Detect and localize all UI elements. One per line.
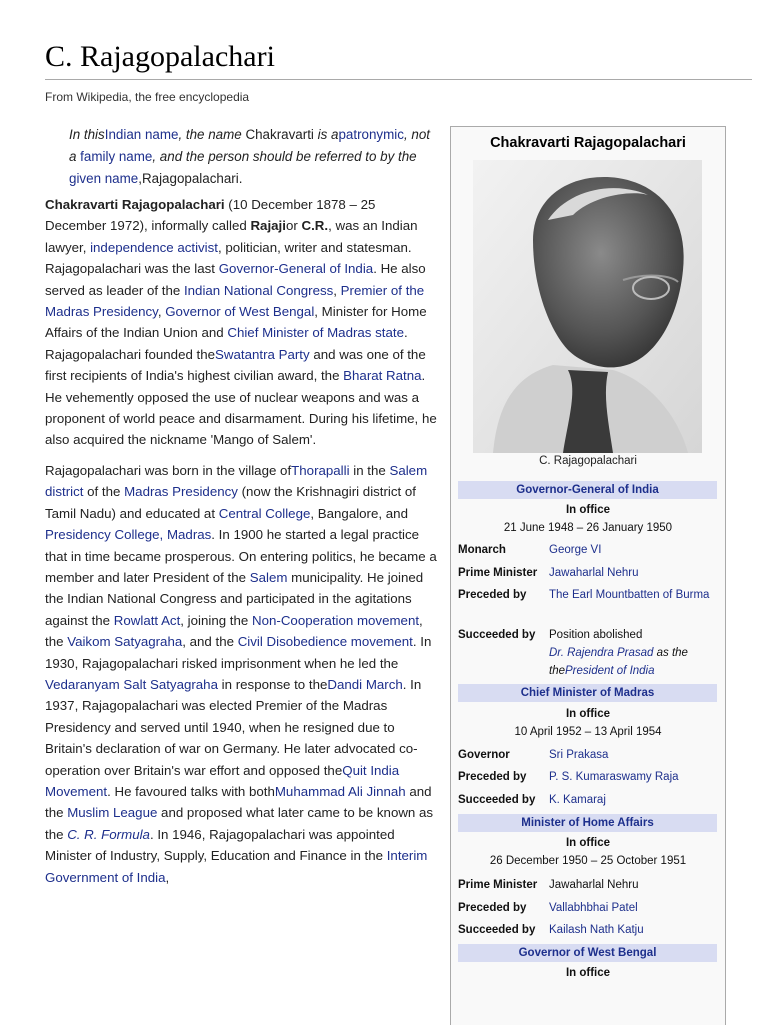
- office-dates: 26 December 1950 – 25 October 1951: [489, 855, 687, 867]
- portrait-photo: [473, 160, 702, 453]
- row-value: Jawaharlal Nehru: [549, 879, 639, 891]
- in-office-label: In office: [565, 504, 611, 516]
- text: , the: [45, 612, 423, 650]
- text: of the: [83, 484, 125, 500]
- text: (10 December 1878 – 25 December 1972), informally called: [45, 197, 376, 234]
- link-family-name[interactable]: family name: [80, 149, 153, 164]
- subject-name: Chakravarti Rajagopalachari: [45, 197, 225, 212]
- text: ,: [333, 282, 341, 298]
- link-madras-presidency[interactable]: Madras Presidency: [124, 484, 238, 500]
- text: . In 1900 he started a legal practice that in time became prosperous. On entering politics, he became a member and later President of the: [45, 527, 437, 585]
- row-label: Succeeded by: [458, 794, 536, 806]
- text: ,: [165, 869, 170, 885]
- row-value: [549, 626, 719, 680]
- row-label: Preceded by: [458, 902, 527, 914]
- text: , was an Indian lawyer,: [45, 218, 418, 255]
- portrait-image[interactable]: [473, 160, 702, 453]
- paragraph-intro: [45, 194, 437, 451]
- in-office-label: In office: [565, 708, 611, 720]
- text: and the: [45, 783, 432, 821]
- hatnote-text: , the name: [178, 127, 246, 142]
- nickname: Rajaji: [250, 218, 286, 234]
- link-dandi-march[interactable]: Dandi March: [327, 676, 403, 692]
- row-label: Monarch: [458, 544, 506, 556]
- hatnote-text: ,Rajagopalachari.: [138, 171, 243, 186]
- text: in response to the: [217, 676, 328, 692]
- text: , politician, writer and statesman. Rajagopalachari was the last: [45, 239, 412, 277]
- office-dates: 10 April 1952 – 13 April 1954: [514, 726, 662, 738]
- link-vaikom-satyagraha[interactable]: Vaikom Satyagraha: [67, 634, 183, 650]
- row-label: Prime Minister: [458, 879, 538, 891]
- link-independence-activist[interactable]: independence activist: [90, 239, 218, 255]
- link-given-name[interactable]: given name: [69, 171, 139, 186]
- text: (now the Krishnagiri district of Tamil Nadu) and educated at: [45, 484, 417, 521]
- text: . Rajagopalachari founded the: [45, 325, 408, 362]
- link-muslim-league[interactable]: Muslim League: [67, 805, 158, 821]
- text: and was one of the first recipients of India's highest civilian award, the: [45, 346, 426, 384]
- text: , Minister for Home Affairs of the Indian Union and: [45, 304, 427, 341]
- text: or: [285, 218, 302, 234]
- text: . In 1946, Rajagopalachari was appointed Minister of Industry, Supply, Education and Finance in the: [45, 826, 395, 864]
- row-value-link[interactable]: P. S. Kumaraswamy Raja: [549, 771, 679, 783]
- infobox: [450, 126, 726, 1025]
- link-rowlatt-act[interactable]: Rowlatt Act: [113, 612, 181, 628]
- link-bharat-ratna[interactable]: Bharat Ratna: [343, 368, 422, 384]
- row-value-link[interactable]: Vallabhbhai Patel: [549, 902, 638, 914]
- office-dates: 21 June 1948 – 26 January 1950: [503, 522, 673, 534]
- text: Rajagopalachari was born in the village of: [45, 462, 292, 478]
- infobox-title: Chakravarti Rajagopalachari: [490, 135, 686, 151]
- link-non-cooperation[interactable]: Non-Cooperation movement: [252, 612, 420, 628]
- section-header-chief-minister[interactable]: Chief Minister of Madras: [458, 684, 717, 702]
- site-tagline: From Wikipedia, the free encyclopedia: [45, 90, 250, 104]
- section-header-west-bengal[interactable]: Governor of West Bengal: [458, 944, 717, 962]
- link-president-of-india[interactable]: President of India: [565, 665, 655, 677]
- text: and proposed what later came to be known as the: [45, 805, 434, 842]
- link-jinnah[interactable]: Muhammad Ali Jinnah: [274, 783, 406, 799]
- row-value-text: the: [549, 665, 565, 677]
- link-governor-general[interactable]: Governor-General of India: [218, 261, 374, 277]
- link-swatantra-party[interactable]: Swatantra Party: [215, 346, 310, 362]
- hatnote-text: , and the person should be referred to by the: [152, 149, 417, 164]
- hatnote: [69, 124, 439, 190]
- row-value-link[interactable]: Jawaharlal Nehru: [549, 567, 639, 579]
- row-value-text: as the: [653, 647, 688, 659]
- row-label: Preceded by: [458, 771, 527, 783]
- section-header-governor-general[interactable]: Governor-General of India: [458, 481, 717, 499]
- row-label: Succeeded by: [458, 924, 536, 936]
- link-premier-madras[interactable]: Premier of the Madras Presidency: [45, 282, 425, 320]
- text: . In 1937, Rajagopalachari was elected Premier of the Madras Presidency and served until 1940, when he resigned due to Britain's declaration of war on Germany. He later advocated co-operation over Britain's war effort and opposed the: [45, 676, 422, 778]
- text: . He also served as leader of the: [45, 261, 426, 298]
- link-thorapalli[interactable]: Thorapalli: [291, 462, 350, 478]
- link-rajendra-prasad[interactable]: Dr. Rajendra Prasad: [549, 647, 654, 659]
- hatnote-text: is a: [313, 127, 339, 142]
- link-interim-government[interactable]: Interim Government of India: [45, 848, 428, 885]
- text: , Bangalore, and: [310, 505, 408, 521]
- article-body: [45, 194, 437, 897]
- section-header-home-affairs[interactable]: Minister of Home Affairs: [458, 814, 717, 832]
- row-label: Succeeded by: [458, 629, 536, 641]
- row-value-link[interactable]: Kailash Nath Katju: [549, 924, 644, 936]
- row-value-link[interactable]: George VI: [549, 544, 602, 556]
- row-value-link[interactable]: The Earl Mountbatten of Burma: [549, 589, 710, 601]
- link-cr-formula[interactable]: C. R. Formula: [67, 826, 150, 842]
- in-office-label: In office: [565, 837, 611, 849]
- text: . He favoured talks with both: [107, 783, 275, 799]
- title-divider: [45, 79, 752, 80]
- link-patronymic[interactable]: patronymic: [338, 127, 404, 142]
- text: ,: [157, 304, 166, 320]
- row-label: Prime Minister: [458, 567, 538, 579]
- in-office-label: In office: [565, 967, 611, 979]
- link-presidency-college[interactable]: Presidency College, Madras: [45, 527, 212, 543]
- page-title: C. Rajagopalachari: [45, 40, 275, 73]
- link-central-college[interactable]: Central College: [218, 505, 311, 521]
- text: in the: [349, 462, 390, 478]
- link-inc[interactable]: Indian National Congress: [183, 282, 334, 298]
- row-label: Preceded by: [458, 589, 527, 601]
- link-vedaranyam[interactable]: Vedaranyam Salt Satyagraha: [45, 676, 218, 692]
- text: , joining the: [180, 612, 252, 628]
- row-value-link[interactable]: Sri Prakasa: [549, 749, 609, 761]
- text: , and the: [182, 634, 238, 650]
- text: . In 1930, Rajagopalachari risked imprisonment when he led the: [45, 634, 432, 671]
- link-indian-name[interactable]: Indian name: [104, 127, 179, 142]
- link-chief-minister-madras[interactable]: Chief Minister of Madras state: [227, 325, 404, 341]
- row-value-text: Position abolished: [549, 629, 643, 641]
- link-civil-disobedience[interactable]: Civil Disobedience movement: [237, 634, 413, 650]
- row-value-link[interactable]: K. Kamaraj: [549, 794, 606, 806]
- link-salem-district[interactable]: Salem district: [45, 462, 428, 500]
- hatnote-text: In this: [69, 127, 105, 142]
- hatnote-text: Chakravarti: [245, 127, 314, 142]
- hatnote-text: , not a: [69, 127, 431, 164]
- nickname: C.R.: [301, 218, 329, 234]
- portrait-caption: C. Rajagopalachari: [539, 455, 637, 467]
- link-salem[interactable]: Salem: [249, 569, 288, 585]
- link-governor-west-bengal[interactable]: Governor of West Bengal: [165, 304, 315, 320]
- text: . He vehemently opposed the use of nuclear weapons and was a proponent of world peace and disarmament. During his lifetime, he also acquired the nickname 'Mango of Salem'.: [45, 368, 437, 448]
- text: municipality. He joined the Indian National Congress and participated in the agitations against the: [45, 569, 424, 628]
- link-quit-india[interactable]: Quit India Movement: [45, 762, 400, 799]
- row-label: Governor: [458, 749, 510, 761]
- paragraph-early-life: [45, 460, 437, 888]
